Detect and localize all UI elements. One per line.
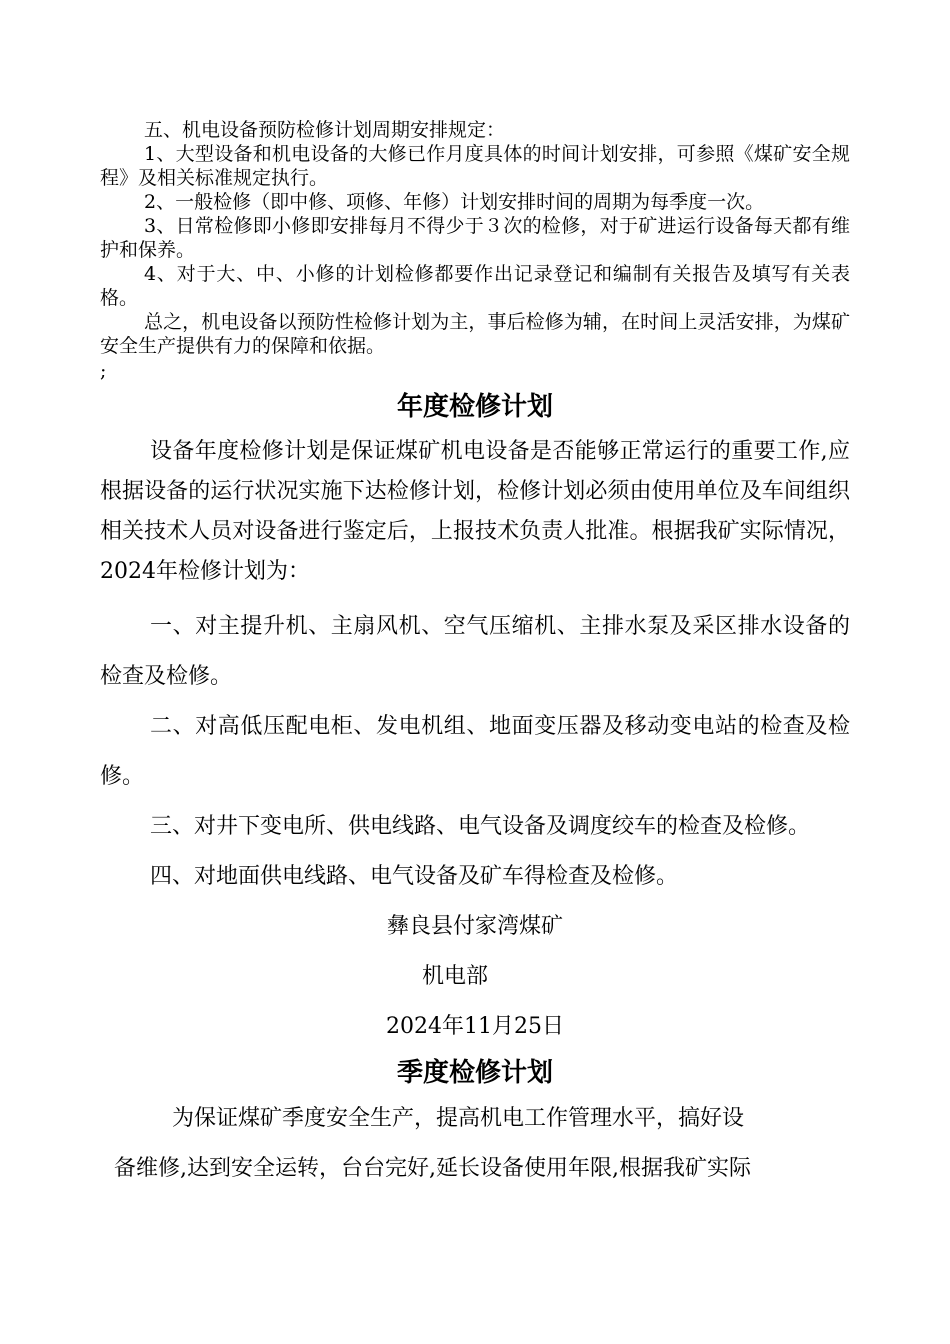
signature-org: 彝良县付家湾煤矿	[386, 914, 563, 939]
signature-date: 2024年11月25日	[386, 1014, 564, 1039]
section5-item-4: 4、对于大、中、小修的计划检修都要作出记录登记和编制有关报告及填写有关表格。	[100, 263, 850, 309]
signature-block	[100, 902, 850, 1052]
section5-heading: 五、机电设备预防检修计划周期安排规定：	[144, 119, 506, 141]
annual-item-2: 二、对高低压配电柜、发电机组、地面变压器及移动变电站的检查及检修。	[100, 714, 850, 789]
annual-item-4: 四、对地面供电线路、电气设备及矿车得检查及检修。	[150, 864, 679, 889]
section5-summary: 总之，机电设备以预防性检修计划为主，事后检修为辅，在时间上灵活安排，为煤矿安全生产提供有力的保障和依据。	[100, 311, 850, 357]
annual-item-3: 三、对井下变电所、供电线路、电气设备及调度绞车的检查及检修。	[150, 814, 811, 839]
quarterly-intro-line-1: 为保证煤矿季度安全生产，提高机电工作管理水平，搞好设	[172, 1106, 745, 1131]
annual-plan-intro: 设备年度检修计划是保证煤矿机电设备是否能够正常运行的重要工作,应根据设备的运行状况实施下达检修计划，检修计划必须由使用单位及车间组织相关技术人员对设备进行鉴定后，上报技术负责人批准。根据我矿实际情况，2024年检修计划为：	[100, 439, 850, 584]
quarterly-plan-title: 季度检修计划	[396, 1058, 553, 1088]
section5-item-3: 3、日常检修即小修即安排每月不得少于３次的检修，对于矿进运行设备每天都有维护和保养。	[100, 215, 850, 261]
stray-semicolon: ;	[100, 360, 107, 382]
annual-item-1: 一、对主提升机、主扇风机、空气压缩机、主排水泵及采区排水设备的检查及检修。	[100, 614, 850, 689]
quarterly-plan-intro	[100, 1094, 850, 1194]
signature-dept: 机电部	[421, 964, 488, 989]
section5-item-1: 1、大型设备和机电设备的大修已作月度具体的时间计划安排，可参照《煤矿安全规程》及相关标准规定执行。	[100, 143, 850, 189]
section5-item-2: 2、一般检修（即中修、项修、年修）计划安排时间的周期为每季度一次。	[144, 191, 765, 213]
annual-plan-title: 年度检修计划	[396, 392, 553, 422]
annual-plan-list	[100, 602, 850, 902]
document-page	[100, 118, 850, 1194]
quarterly-intro-line-2: 备维修,达到安全运转，台台完好,延长设备使用年限,根据我矿实际	[114, 1156, 751, 1181]
